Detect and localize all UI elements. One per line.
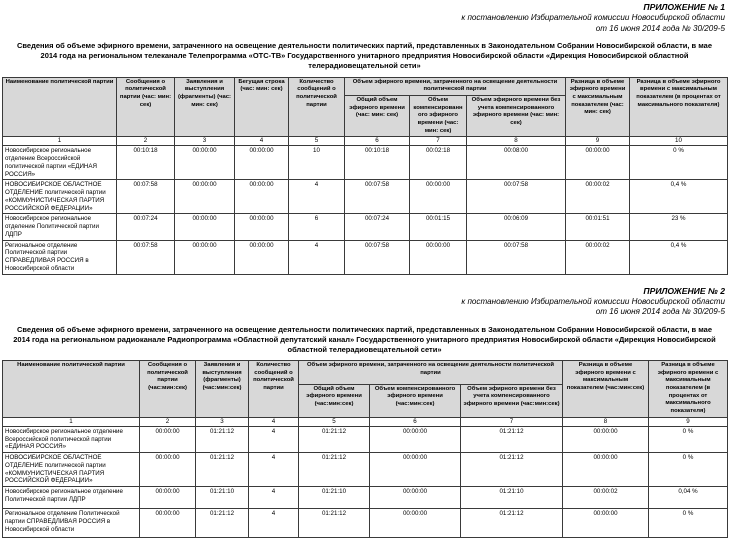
column-number: 1: [3, 137, 117, 146]
value-cell: 00:00:00: [566, 146, 630, 180]
appendix-2-block: [2, 286, 727, 318]
col-header-diff-percent: Разница в объеме эфирного времени с максимальным показателем (в процентах от максимального показателя): [630, 77, 728, 137]
value-cell: 00:00:00: [140, 453, 196, 487]
column-number: 8: [467, 137, 566, 146]
value-cell: 4: [249, 453, 299, 487]
value-cell: 01:21:12: [461, 426, 563, 452]
value-cell: 00:07:58: [467, 240, 566, 274]
value-cell: 01:21:12: [196, 509, 249, 538]
value-cell: 01:21:12: [299, 509, 370, 538]
col-header-ticker: Бегущая строка (час: мин: сек): [235, 77, 289, 137]
value-cell: 00:00:00: [235, 146, 289, 180]
party-name-cell: Региональное отделение Политической партии СПРАВЕДЛИВАЯ РОССИЯ в Новосибирской области: [3, 240, 117, 274]
column-number: 3: [196, 417, 249, 426]
value-cell: 0 %: [649, 509, 728, 538]
value-cell: 00:00:00: [370, 509, 461, 538]
column-number: 7: [461, 417, 563, 426]
value-cell: 00:00:00: [563, 426, 649, 452]
value-cell: 01:21:10: [299, 487, 370, 509]
party-name-cell: Новосибирское региональное отделение Всероссийской политической партии «ЕДИНАЯ РОССИЯ»: [3, 426, 140, 452]
table-row: [3, 146, 728, 180]
value-cell: 10: [289, 146, 345, 180]
col-header-messages: Сообщения о политической партии (час:мин:сек): [140, 361, 196, 418]
table-row: [3, 487, 728, 509]
value-cell: 00:06:09: [467, 214, 566, 240]
col-header-volume-without-compensated: Объем эфирного времени без учета компенсированного эфирного времени (час:мин:сек): [461, 384, 563, 417]
column-number: 10: [630, 137, 728, 146]
value-cell: 01:21:12: [299, 453, 370, 487]
column-number: 6: [370, 417, 461, 426]
value-cell: 00:00:00: [370, 453, 461, 487]
value-cell: 00:00:00: [235, 180, 289, 214]
col-header-party-name: Наименование политической партии: [3, 77, 117, 137]
value-cell: 01:21:12: [196, 453, 249, 487]
col-header-diff-percent: Разница в объеме эфирного времени с максимальным показателем (в процентах от максимального показателя): [649, 361, 728, 418]
value-cell: 00:10:18: [345, 146, 410, 180]
col-header-compensated-volume: Объем компенсированного эфирного времени (час: мин: сек): [410, 95, 467, 136]
value-cell: 00:00:00: [370, 426, 461, 452]
value-cell: 23 %: [630, 214, 728, 240]
value-cell: 00:00:00: [140, 426, 196, 452]
appendix-1-label: ПРИЛОЖЕНИЕ № 1: [643, 2, 725, 12]
party-name-cell: Новосибирское региональное отделение Политической партии ЛДПР: [3, 487, 140, 509]
value-cell: 00:07:58: [345, 240, 410, 274]
value-cell: 00:07:58: [117, 180, 175, 214]
appendix-2-label: ПРИЛОЖЕНИЕ № 2: [643, 285, 725, 296]
table-2-header: [3, 361, 728, 427]
value-cell: 4: [289, 180, 345, 214]
value-cell: 00:00:02: [566, 240, 630, 274]
col-header-total-volume: Общий объем эфирного времени (час: мин: сек): [345, 95, 410, 136]
col-header-message-count: Количество сообщений о политической партии: [249, 361, 299, 418]
table-row: [3, 180, 728, 214]
party-name-cell: Новосибирское региональное отделение Политической партии ЛДПР: [3, 214, 117, 240]
value-cell: 01:21:10: [461, 487, 563, 509]
value-cell: 01:21:12: [461, 453, 563, 487]
value-cell: 0 %: [630, 146, 728, 180]
value-cell: 4: [249, 487, 299, 509]
value-cell: 00:00:00: [175, 240, 235, 274]
party-name-cell: Новосибирское региональное отделение Всероссийской политической партии «ЕДИНАЯ РОССИЯ»: [3, 146, 117, 180]
value-cell: 00:00:00: [175, 146, 235, 180]
table-row: [3, 426, 728, 452]
value-cell: 0,4 %: [630, 180, 728, 214]
value-cell: 0 %: [649, 453, 728, 487]
table-row: [3, 214, 728, 240]
col-header-volume-without-compensated: Объем эфирного времени без учета компенсированного эфирного времени (час: мин: сек): [467, 95, 566, 136]
appendix-2-line1: к постановлению Избирательной комиссии Новосибирской области: [461, 296, 725, 306]
value-cell: 00:07:24: [117, 214, 175, 240]
value-cell: 00:10:18: [117, 146, 175, 180]
value-cell: 00:00:00: [235, 240, 289, 274]
value-cell: 00:00:00: [235, 214, 289, 240]
col-header-diff-time: Разница в объеме эфирного времени с максимальным показателем (час: мин: сек): [566, 77, 630, 137]
appendix-1-block: [2, 2, 727, 34]
col-header-compensated-volume: Объем компенсированного эфирного времени (час:мин:сек): [370, 384, 461, 417]
column-number: 8: [563, 417, 649, 426]
column-number-row: [3, 417, 728, 426]
column-number: 1: [3, 417, 140, 426]
airtime-table-radio: [2, 360, 728, 538]
value-cell: 0 %: [649, 426, 728, 452]
value-cell: 00:00:02: [566, 180, 630, 214]
col-header-total-volume: Общий объем эфирного времени (час:мин:сек): [299, 384, 370, 417]
value-cell: 0,4 %: [630, 240, 728, 274]
table-row: [3, 509, 728, 538]
value-cell: 00:00:00: [563, 453, 649, 487]
col-group-airtime-volume: Объем эфирного времени, затраченного на освещение деятельности политической партии: [345, 77, 566, 95]
column-number: 4: [235, 137, 289, 146]
col-header-message-count: Количество сообщений о политической партии: [289, 77, 345, 137]
value-cell: 4: [249, 509, 299, 538]
value-cell: 00:07:24: [345, 214, 410, 240]
appendix-1-line1: к постановлению Избирательной комиссии Новосибирской области: [461, 13, 725, 23]
party-name-cell: НОВОСИБИРСКОЕ ОБЛАСТНОЕ ОТДЕЛЕНИЕ политической партии «КОММУНИСТИЧЕСКАЯ ПАРТИЯ РОССИЙСКОЙ ФЕДЕРАЦИИ»: [3, 180, 117, 214]
value-cell: 4: [249, 426, 299, 452]
value-cell: 01:21:10: [196, 487, 249, 509]
table-2-title: Сведения об объеме эфирного времени, затраченного на освещение деятельности политических партий, представленных в Законодательном Собрании Новосибирской области, в мае 2014 года на региональном радиоканале Радиопрограмма «Областной депутатский канал» Государственного унитарного предприятия Новосибирской области «Дирекция Новосибирской областной телерадиовещательной сети»: [13, 324, 716, 354]
party-name-cell: НОВОСИБИРСКОЕ ОБЛАСТНОЕ ОТДЕЛЕНИЕ политической партии «КОММУНИСТИЧЕСКАЯ ПАРТИЯ РОССИЙСКОЙ ФЕДЕРАЦИИ»: [3, 453, 140, 487]
value-cell: 00:02:18: [410, 146, 467, 180]
column-number: 5: [289, 137, 345, 146]
value-cell: 01:21:12: [196, 426, 249, 452]
column-number: 6: [345, 137, 410, 146]
value-cell: 00:01:15: [410, 214, 467, 240]
col-header-statements: Заявления и выступления (фрагменты) (час: мин: сек): [175, 77, 235, 137]
value-cell: 00:00:00: [175, 180, 235, 214]
appendix-2-line2: от 16 июня 2014 года № 30/209-5: [595, 307, 725, 317]
column-number: 9: [649, 417, 728, 426]
value-cell: 4: [289, 240, 345, 274]
table-row: [3, 240, 728, 274]
col-header-party-name: Наименование политической партии: [3, 361, 140, 418]
column-number: 2: [117, 137, 175, 146]
column-number: 5: [299, 417, 370, 426]
value-cell: 00:07:58: [117, 240, 175, 274]
table-row: [3, 453, 728, 487]
col-group-airtime-volume: Объем эфирного времени, затраченного на освещение деятельности политической партии: [299, 361, 563, 384]
value-cell: 00:00:00: [175, 214, 235, 240]
value-cell: 00:00:00: [563, 509, 649, 538]
party-name-cell: Региональное отделение Политической партии СПРАВЕДЛИВАЯ РОССИЯ в Новосибирской области: [3, 509, 140, 538]
value-cell: 00:00:00: [370, 487, 461, 509]
col-header-messages: Сообщения о политической партии (час: мин: сек): [117, 77, 175, 137]
value-cell: 00:00:00: [410, 180, 467, 214]
value-cell: 01:21:12: [299, 426, 370, 452]
value-cell: 00:01:51: [566, 214, 630, 240]
table-1-header: [3, 77, 728, 146]
value-cell: 01:21:12: [461, 509, 563, 538]
column-number: 4: [249, 417, 299, 426]
column-number-row: [3, 137, 728, 146]
column-number: 7: [410, 137, 467, 146]
table-1-title: Сведения об объеме эфирного времени, затраченного на освещение деятельности политических партий, представленных в Законодательном Собрании Новосибирской области, в мае 2014 года на региональном телеканале Телепрограмма «ОТС-ТВ» Государственного унитарного предприятия Новосибирской области «Дирекция Новосибирской областной телерадиовещательной сети»: [16, 41, 713, 71]
airtime-table-tv: [2, 77, 728, 275]
column-number: 9: [566, 137, 630, 146]
value-cell: 00:00:00: [410, 240, 467, 274]
value-cell: 00:00:02: [563, 487, 649, 509]
value-cell: 00:00:00: [140, 487, 196, 509]
value-cell: 00:00:00: [140, 509, 196, 538]
col-header-diff-time: Разница в объеме эфирного времени с максимальным показателем (час:мин:сек): [563, 361, 649, 418]
value-cell: 00:08:00: [467, 146, 566, 180]
col-header-statements: Заявления и выступления (фрагменты) (час:мин:сек): [196, 361, 249, 418]
value-cell: 6: [289, 214, 345, 240]
value-cell: 00:07:58: [345, 180, 410, 214]
value-cell: 0,04 %: [649, 487, 728, 509]
column-number: 2: [140, 417, 196, 426]
column-number: 3: [175, 137, 235, 146]
appendix-1-line2: от 16 июня 2014 года № 30/209-5: [595, 23, 725, 33]
value-cell: 00:07:58: [467, 180, 566, 214]
